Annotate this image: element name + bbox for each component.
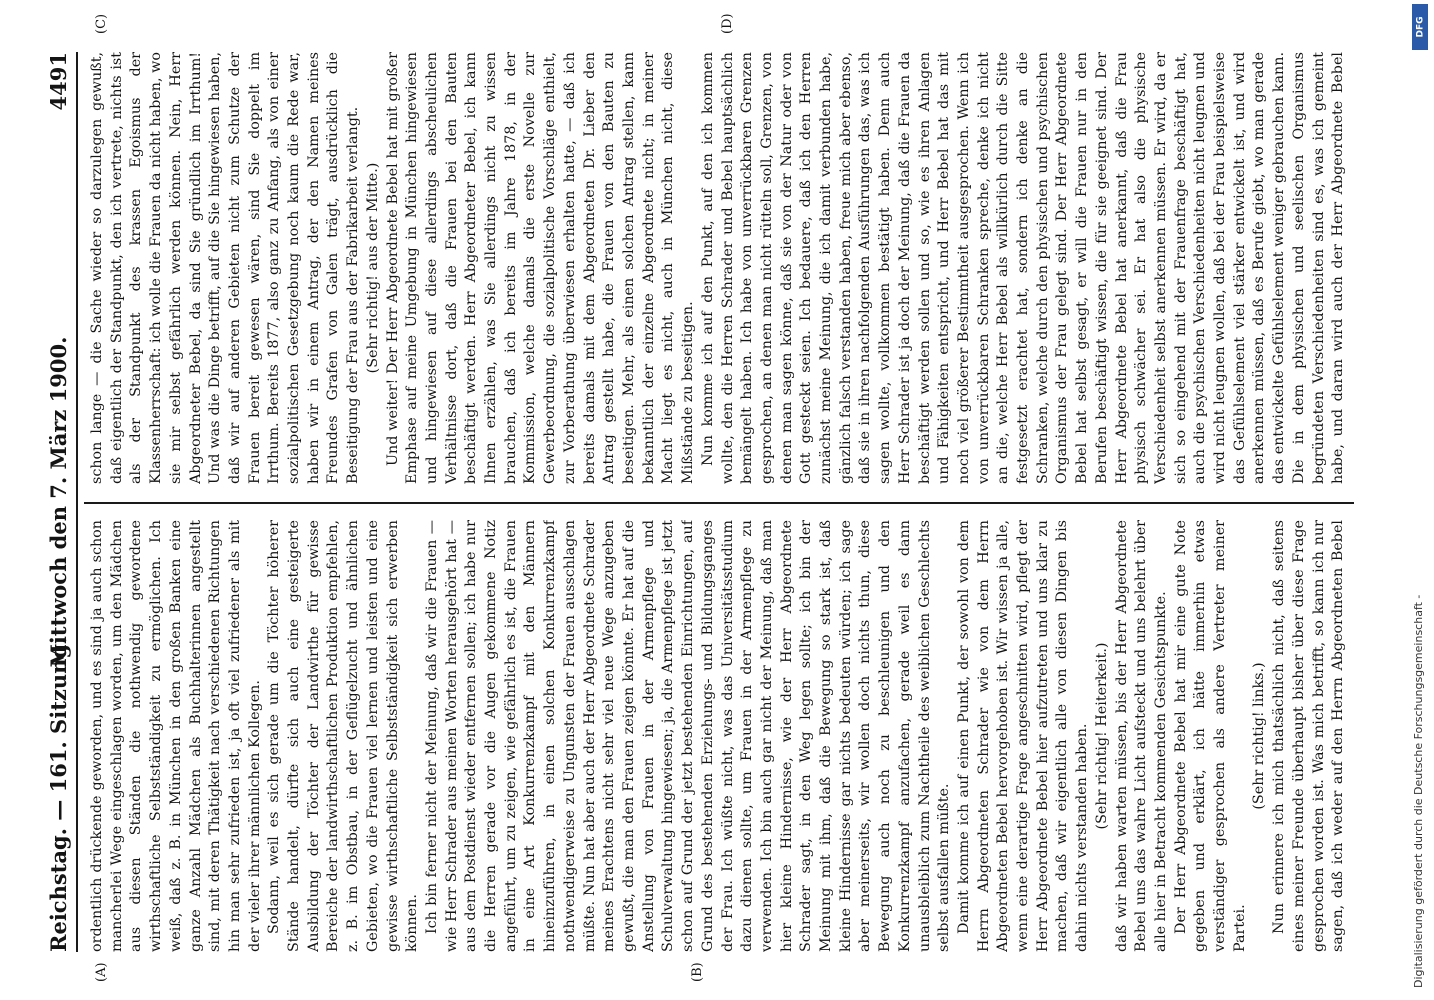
header-page-number: 4491 xyxy=(46,52,71,111)
credit-text: Digitalisierung gefördert durch die Deutsche Forschungsgemeinschaft - xyxy=(1412,594,1425,988)
paragraph: Nun komme ich auf den Punkt, auf den ich kommen wollte, den die Herren Schrader und Bebel hauptsächlich bemängelt haben. Ich habe von unverrückbaren Grenzen gesprochen, an denen man nicht rütteln soll, Grenzen, von denen man sagen könne, daß sie von der Natur oder von Gott gesteckt seien. Ich bedauere, daß ich den Herren zunächst meine Meinung, die ich damit verbunden habe, gänzlich falsch verstanden haben, freue mich aber ebenso, daß sie in ihren nachfolgenden Ausführungen das, was ich sagen wollte, vollkommen bestätigt haben. Denn auch Herr Schrader ist ja doch der Meinung, daß die Frauen da beschäftigt werden sollen und so, wie es ihren Anlagen und Fähigkeiten entspricht, und Herr Bebel hat das mit noch viel größerer Bestimmtheit ausgesprochen. Wenn ich von unverrückbaren Schranken spreche, denke ich nicht an die, welche Herr Bebel als willkürlich durch die Sitte festgesetzt erachtet hat, sondern ich denke an die Schranken, welche durch den physischen und psychischen Organismus der Frau gelegt sind. Der Herr Abgeordnete Bebel hat selbst gesagt, er will die Frauen nur in den Berufen beschäftigt wissen, die für sie geeignet sind. Der Herr Abgeordnete Bebel hat anerkannt, daß die Frau physisch schwächer sei. Er hat also die physische Verschiedenheit selbst anerkennen müssen. Er wird, da er sich so eingehend mit der Frauenfrage beschäftigt hat, auch die psychischen Verschiedenheiten nicht leugnen und wird nicht leugnen wollen, daß bei der Frau beispielsweise das Gefühlselement viel stärker entwickelt ist, und wird anerkennen müssen, daß es Berufe giebt, wo man gerade das entwickelte Gefühlselement weniger gebrauchen kann. Die in dem physischen und seelischen Organismus begründeten Verschiedenheiten sind es, was ich gemeint habe, und daran wird auch der Herr Abgeordnete Bebel xyxy=(699,52,1347,484)
paragraph: schon lange — die Sache wieder so darzulegen gewußt, daß eigentlich der Standpunkt, den ich vertrete, nichts ist als der Standpunkt des krassen Egoismus der Klassenherrschaft: ich wolle die Frauen da nicht haben, wo sie mir selbst gefährlich werden können. Nein, Herr Abgeordneter Bebel, da sind Sie gründlich im Irrthum! Und was die Dinge betrifft, auf die Sie hingewiesen haben, daß wir auf anderen Gebieten nicht zum Schutze der Frauen bereit gewesen wären, sind Sie doppelt im Irrthum. Bereits 1877, also ganz zu Anfang, als von einer sozialpolitischen Gesetzgebung noch kaum die Rede war, haben wir in einem Antrag, der den Namen meines Freundes Grafen von Galen trägt, ausdrücklich die Beseitigung der Frau aus der Fabrikarbeit verlangt. xyxy=(89,52,362,484)
digitization-credit xyxy=(1410,0,1430,1000)
paragraph: Nun erinnere ich mich thatsächlich nicht, daß seitens eines meiner Freunde überhaupt bisher über diese Frage gesprochen worden ist. Was mich betrifft, so kann ich nur sagen, daß ich weder auf den Herrn Abgeordneten Bebel xyxy=(1271,520,1347,952)
dfg-logo xyxy=(1412,4,1428,50)
margin-mark-a: (A) xyxy=(94,962,109,982)
interjection: (Sehr richtig! aus der Mitte.) xyxy=(364,162,381,374)
paragraph: Der Herr Abgeordnete Bebel hat mir eine gute Note gegeben und erklärt, ich hätte immerhin etwas verständiger gesprochen als andere Vertreter meiner Partei. xyxy=(1172,520,1248,952)
page-header xyxy=(42,52,78,952)
interjection: (Sehr richtig! Heiterkeit.) xyxy=(1093,642,1110,830)
interjection: (Sehr richtig! links.) xyxy=(1251,662,1268,810)
paragraph: Ich bin ferner nicht der Meinung, daß wir die Frauen — wie Herr Schrader aus meinen Worten herausgehört hat — aus dem Postdienst wieder entfernen sollen; ich habe nur die Herren gerade vor die Augen gekommene Notiz angeführt, um zu zeigen, wie gefährlich es ist, die Frauen in eine Art Konkurrenzkampf mit den Männern hineinzuführen, in einen solchen Konkurrenzkampf nothwendigerweise zu Ungunsten der Frauen ausschlagen müßte. Nun hat aber auch der Herr Abgeordnete Schrader meines Erachtens nicht sehr viel neue Wege anzugeben gewußt, die man den Frauen zeigen könnte. Er hat auf die Anstellung von Frauen in der Armenpflege und Schulverwaltung hingewiesen; ja, die Armenpflege ist jetzt schon auf Grund der jetzt bestehenden Einrichtungen, auf Grund des bestehenden Erziehungs- und Bildungsganges der Frau. Ich wüßte nicht, was das Universitätsstudium dazu dienen sollte, um Frauen in der Armenpflege zu verwenden. Ich bin auch gar nicht der Meinung, daß man hier kleine Hindernisse, wie der Herr Abgeordnete Schrader sagt, in den Weg legen sollte; ich bin der Meinung mit ihm, daß die Bewegung so stark ist, daß kleine Hindernisse gar nichts bedeuten würden; ich sage aber meinerseits, wir wollen doch nichts thun, diese Bewegung auch noch zu beschleunigen und den Konkurrenzkampf anzufachen, gerade weil es dann unausbleiblich zum Nachtheile des weiblichen Geschlechts selbst ausfallen müßte. xyxy=(423,520,953,952)
paragraph: Damit komme ich auf einen Punkt, der sowohl von dem Herrn Abgeordneten Schrader wie von dem Herrn Abgeordneten Bebel hervorgehoben ist. Wir wissen ja alle, wenn eine derartige Frage angeschnitten wird, pflegt der Herr Abgeordnete Bebel hier aufzutreten und uns klar zu machen, daß wir eigentlich alle von diesen Dingen bis dahin nichts verstanden haben. xyxy=(955,520,1091,952)
paragraph: daß wir haben warten müssen, bis der Herr Abgeordnete Bebel uns das wahre Licht aufsteckt und uns belehrt über alle hier in Betracht kommenden Gesichtspunkte. xyxy=(1113,520,1169,952)
paragraph: ordentlich drückende geworden, und es sind ja auch schon mancherlei Wege eingeschlagen worden, um den Mädchen aus diesen Ständen die nothwendig gewordene wirthschaftliche Selbstständigkeit zu ermöglichen. Ich weiß, daß z. B. in München in den großen Banken eine ganze Anzahl Mädchen als Buchhalterinnen angestellt sind, mit deren Thätigkeit nach verschiedenen Richtungen hin man sehr zufrieden ist, ja oft viel zufriedener als mit der vieler ihrer männlichen Kollegen. xyxy=(89,520,263,952)
paragraph: Und weiter! Der Herr Abgeordnete Bebel hat mit großer Emphase auf meine Umgebung in München hingewiesen und hingewiesen auf diese allerdings abscheulichen Verhältnisse dort, daß die Frauen bei den Bauten beschäftigt werden. Herr Abgeordneter Bebel, ich kann Ihnen erzählen, was Sie allerdings nicht zu wissen brauchen, daß ich bereits im Jahre 1878, in der Kommission, welche damals die erste Novelle zur Gewerbeordnung, die sozialpolitische Vorschläge enthielt, zur Vorberathung überwiesen erhalten hatte, — daß ich bereits damals mit dem Abgeordneten Dr. Lieber den Antrag gestellt habe, die Frauen von den Bauten zu beseitigen. Mehr, als einen solchen Antrag stellen, kann bekanntlich der einzelne Abgeordnete nicht; in meiner Macht liegt es nicht, auch in München nicht, diese Mißstände zu beseitigen. xyxy=(384,52,697,484)
dfg-logo-text: DFG xyxy=(1415,16,1426,38)
column-divider xyxy=(84,502,1354,504)
paragraph: Sodann, weil es sich gerade um die Töchter höherer Stände handelt, dürfte sich auch eine gesteigerte Ausbildung der Töchter der Landwirthe für gewisse Bereiche der landwirthschaftlichen Produktion empfehlen, z. B. im Obstbau, in der Geflügelzucht und ähnlichen Gebieten, wo die Frauen viel lernen und leisten und eine gewisse wirthschaftliche Selbstständigkeit sich erwerben können. xyxy=(266,520,421,952)
header-session: Reichstag. — 161. Sitzung. xyxy=(46,636,71,952)
right-column xyxy=(88,52,1348,484)
margin-mark-c: (C) xyxy=(94,13,109,34)
left-column xyxy=(88,520,1348,952)
header-date: Mittwoch den 7. März 1900. xyxy=(46,336,71,668)
margin-mark-d: (D) xyxy=(720,13,735,34)
margin-mark-b: (B) xyxy=(690,962,705,982)
